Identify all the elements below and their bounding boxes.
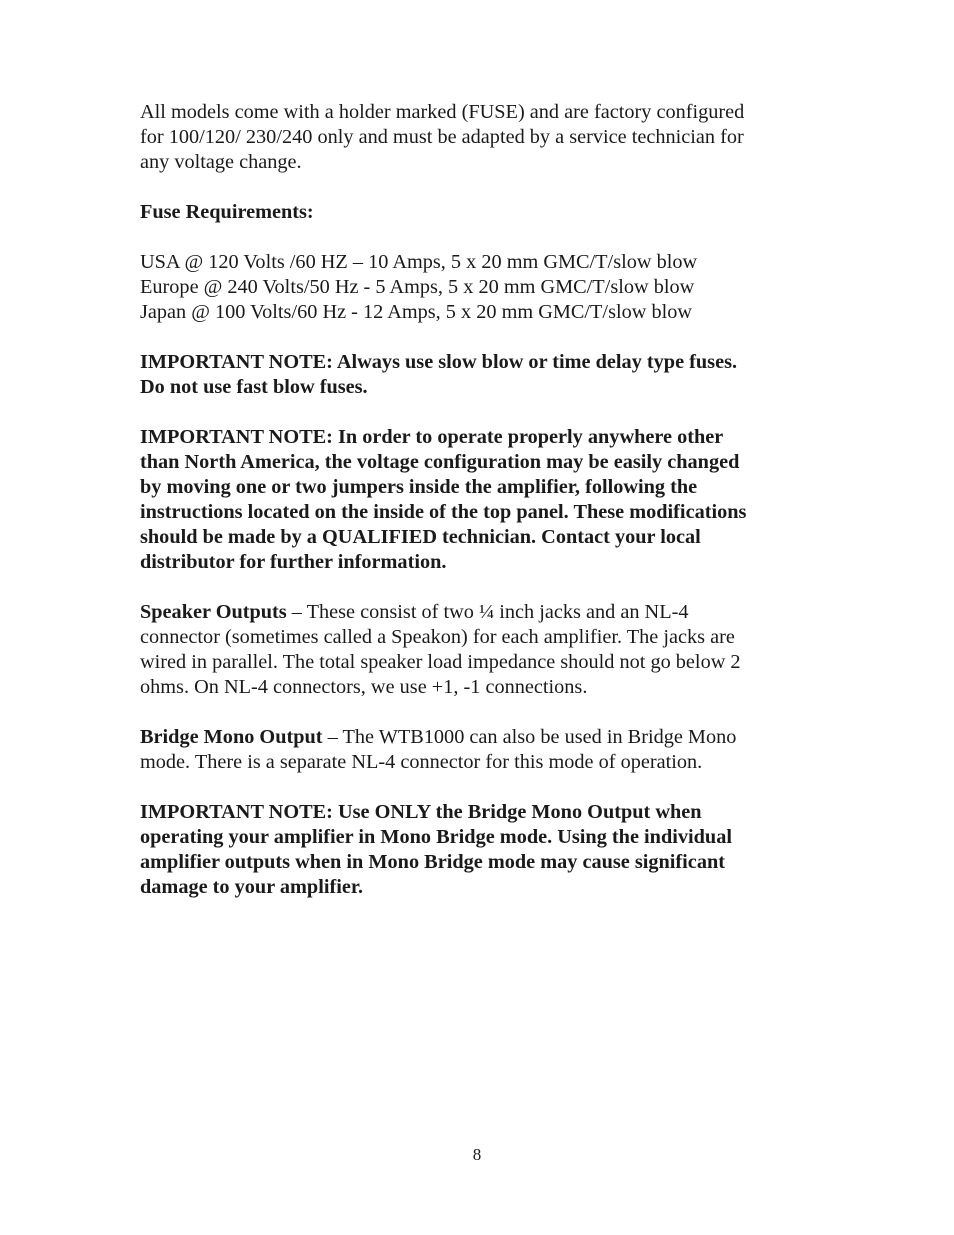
note-line: damage to your amplifier. bbox=[140, 876, 364, 898]
paragraph-gap bbox=[140, 575, 805, 600]
intro-line: for 100/120/ 230/240 only and must be adapted by a service technician for bbox=[140, 126, 744, 148]
note-line: operating your amplifier in Mono Bridge mode. Using the individual bbox=[140, 826, 732, 848]
important-note-voltage bbox=[140, 425, 805, 575]
speaker-line: connector (sometimes called a Speakon) for each amplifier. The jacks are bbox=[140, 626, 735, 648]
paragraph-gap bbox=[140, 400, 805, 425]
speaker-line: wired in parallel. The total speaker load impedance should not go below 2 bbox=[140, 651, 741, 673]
speaker-outputs-paragraph bbox=[140, 600, 805, 700]
bridge-mono-paragraph bbox=[140, 725, 805, 775]
important-note-fuse bbox=[140, 350, 805, 400]
speaker-line: ohms. On NL-4 connectors, we use +1, -1 connections. bbox=[140, 676, 588, 698]
note-line: IMPORTANT NOTE: Always use slow blow or time delay type fuses. bbox=[140, 351, 738, 373]
intro-line: All models come with a holder marked (FUSE) and are factory configured bbox=[140, 101, 745, 123]
intro-line: any voltage change. bbox=[140, 151, 302, 173]
bridge-mono-output-term: Bridge Mono Output bbox=[140, 726, 323, 748]
bridge-line: mode. There is a separate NL-4 connector for this mode of operation. bbox=[140, 751, 703, 773]
important-note-bridge bbox=[140, 800, 805, 900]
paragraph-gap bbox=[140, 175, 805, 200]
paragraph-gap bbox=[140, 700, 805, 725]
note-line: IMPORTANT NOTE: In order to operate properly anywhere other bbox=[140, 426, 724, 448]
paragraph-gap bbox=[140, 225, 805, 250]
paragraph-gap bbox=[140, 325, 805, 350]
note-line: instructions located on the inside of the top panel. These modifications bbox=[140, 501, 747, 523]
bridge-first-line bbox=[140, 725, 805, 750]
paragraph-gap bbox=[140, 775, 805, 800]
fuse-list-item: Europe @ 240 Volts/50 Hz - 5 Amps, 5 x 20 mm GMC/T/slow blow bbox=[140, 276, 695, 298]
page-number: 8 bbox=[472, 1145, 482, 1164]
bridge-text: – The WTB1000 can also be used in Bridge Mono bbox=[322, 726, 737, 748]
note-line: by moving one or two jumpers inside the amplifier, following the bbox=[140, 476, 698, 498]
note-line: amplifier outputs when in Mono Bridge mode may cause significant bbox=[140, 851, 725, 873]
note-line: than North America, the voltage configuration may be easily changed bbox=[140, 451, 740, 473]
page-content bbox=[140, 100, 805, 900]
note-line: distributor for further information. bbox=[140, 551, 447, 573]
note-line: Do not use fast blow fuses. bbox=[140, 376, 368, 398]
speaker-text: – These consist of two ¼ inch jacks and an NL-4 bbox=[286, 601, 689, 623]
fuse-list bbox=[140, 250, 805, 325]
intro-paragraph bbox=[140, 100, 805, 175]
fuse-requirements-heading: Fuse Requirements: bbox=[140, 201, 314, 223]
note-line: should be made by a QUALIFIED technician. Contact your local bbox=[140, 526, 701, 548]
fuse-list-item: USA @ 120 Volts /60 HZ – 10 Amps, 5 x 20 mm GMC/T/slow blow bbox=[140, 251, 698, 273]
note-line: IMPORTANT NOTE: Use ONLY the Bridge Mono Output when bbox=[140, 801, 702, 823]
speaker-outputs-term: Speaker Outputs bbox=[140, 601, 287, 623]
fuse-list-item: Japan @ 100 Volts/60 Hz - 12 Amps, 5 x 20 mm GMC/T/slow blow bbox=[140, 301, 693, 323]
speaker-first-line bbox=[140, 600, 805, 625]
